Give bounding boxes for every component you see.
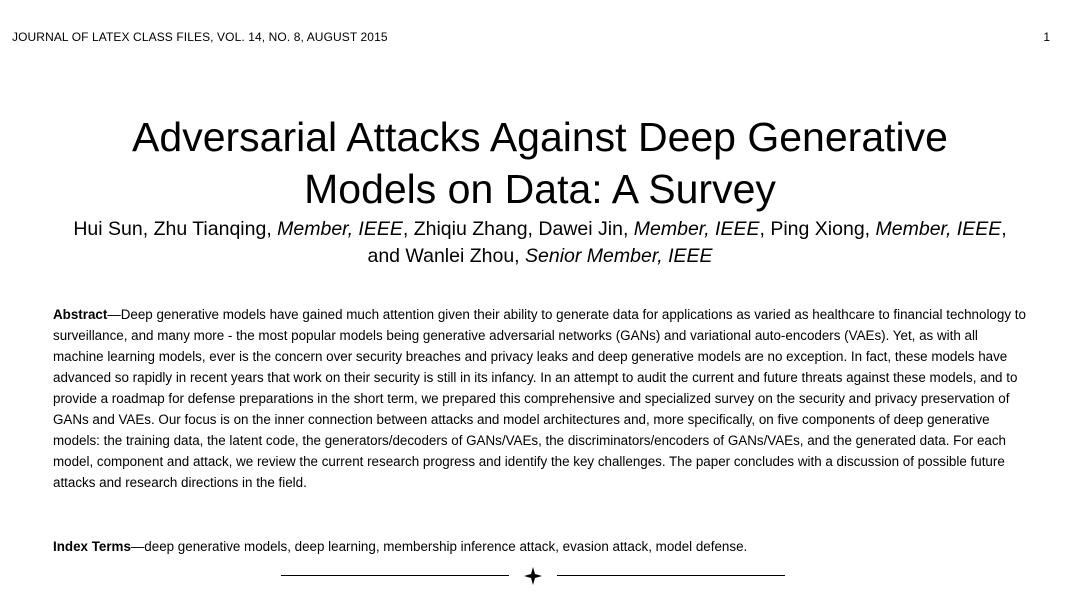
- author-role: Member, IEEE: [875, 218, 1002, 240]
- author-role: Senior Member, IEEE: [525, 245, 713, 267]
- running-header: [0, 30, 1080, 50]
- journal-header: JOURNAL OF LATEX CLASS FILES, VOL. 14, NO. 8, AUGUST 2015: [12, 30, 388, 44]
- author-name: Wanlei Zhou: [405, 245, 515, 267]
- paper-title: [0, 111, 1080, 215]
- author-name: Dawei Jin: [538, 218, 623, 240]
- abstract: Abstract—Deep generative models have gained much attention given their ability to generate data for applications as varied as healthcare to financial technology to surveillance, and many more - the most popular models being generative adversarial networks (GANs) and variational auto-encoders (VAEs). Yet, as with all machine learning models, ever is the concern over security breaches and privacy leaks and deep generative models are no exception. In fact, these models have advanced so rapidly in recent years that work on their security is still in its infancy. In an attempt to audit the current and future threats against these models, and to provide a roadmap for defense preparations in the short term, we prepared this comprehensive and specialized survey on the security and privacy preservation of GANs and VAEs. Our focus is on the inner connection between attacks and model architectures and, more specifically, on five components of deep generative models: the training data, the latent code, the generators/decoders of GANs/VAEs, the discriminators/encoders of GANs/VAEs, and the generated data. For each model, component and attack, we review the current research progress and identify the key challenges. The paper concludes with a discussion of possible future attacks and research directions in the field.: [53, 307, 1026, 490]
- section-divider: [0, 566, 1080, 586]
- divider-rule-right: [557, 575, 785, 576]
- index-terms: Index Terms—deep generative models, deep learning, membership inference attack, evasion attack, model defense.: [53, 539, 748, 554]
- paper-title-line-2: Models on Data: A Survey: [304, 166, 776, 213]
- index-terms-label: Index Terms: [53, 539, 131, 554]
- four-point-star-icon: [524, 567, 542, 585]
- paper-title-line-1: Adversarial Attacks Against Deep Generative: [132, 114, 948, 161]
- abstract-label: Abstract: [53, 307, 108, 322]
- author-list: Hui Sun, Zhu Tianqing, Member, IEEE, Zhiqiu Zhang, Dawei Jin, Member, IEEE, Ping Xiong, Member, IEEE, and Wanlei Zhou, Senior Member, IEEE: [73, 218, 1007, 267]
- abstract-text: Deep generative models have gained much attention given their ability to generate data for applications as varied as healthcare to financial technology to surveillance, and many more - the most popular models being generative adversarial networks (GANs) and variational auto-encoders (VAEs). Yet, as with all machine learning models, ever is the concern over security breaches and privacy leaks and deep generative models are no exception. In fact, these models have advanced so rapidly in recent years that work on their security is still in its infancy. In an attempt to audit the current and future threats against these models, and to provide a roadmap for defense preparations in the short term, we prepared this comprehensive and specialized survey on the security and privacy preservation of GANs and VAEs. Our focus is on the inner connection between attacks and model architectures and, more specifically, on five components of deep generative models: the training data, the latent code, the generators/decoders of GANs/VAEs, the discriminators/encoders of GANs/VAEs, and the generated data. For each model, component and attack, we review the current research progress and identify the key challenges. The paper concludes with a discussion of possible future attacks and research directions in the field.: [53, 307, 1026, 490]
- index-terms-text: deep generative models, deep learning, membership inference attack, evasion attack, model defense.: [144, 539, 748, 554]
- author-role: Member, IEEE: [277, 218, 403, 240]
- author-name: Hui Sun: [73, 218, 143, 240]
- author-name: Zhiqiu Zhang: [413, 218, 528, 240]
- author-name: Zhu Tianqing: [153, 218, 267, 240]
- author-name: Ping Xiong: [770, 218, 865, 240]
- divider-rule-left: [281, 575, 509, 576]
- author-role: Member, IEEE: [633, 218, 760, 240]
- page-number: 1: [1043, 30, 1050, 44]
